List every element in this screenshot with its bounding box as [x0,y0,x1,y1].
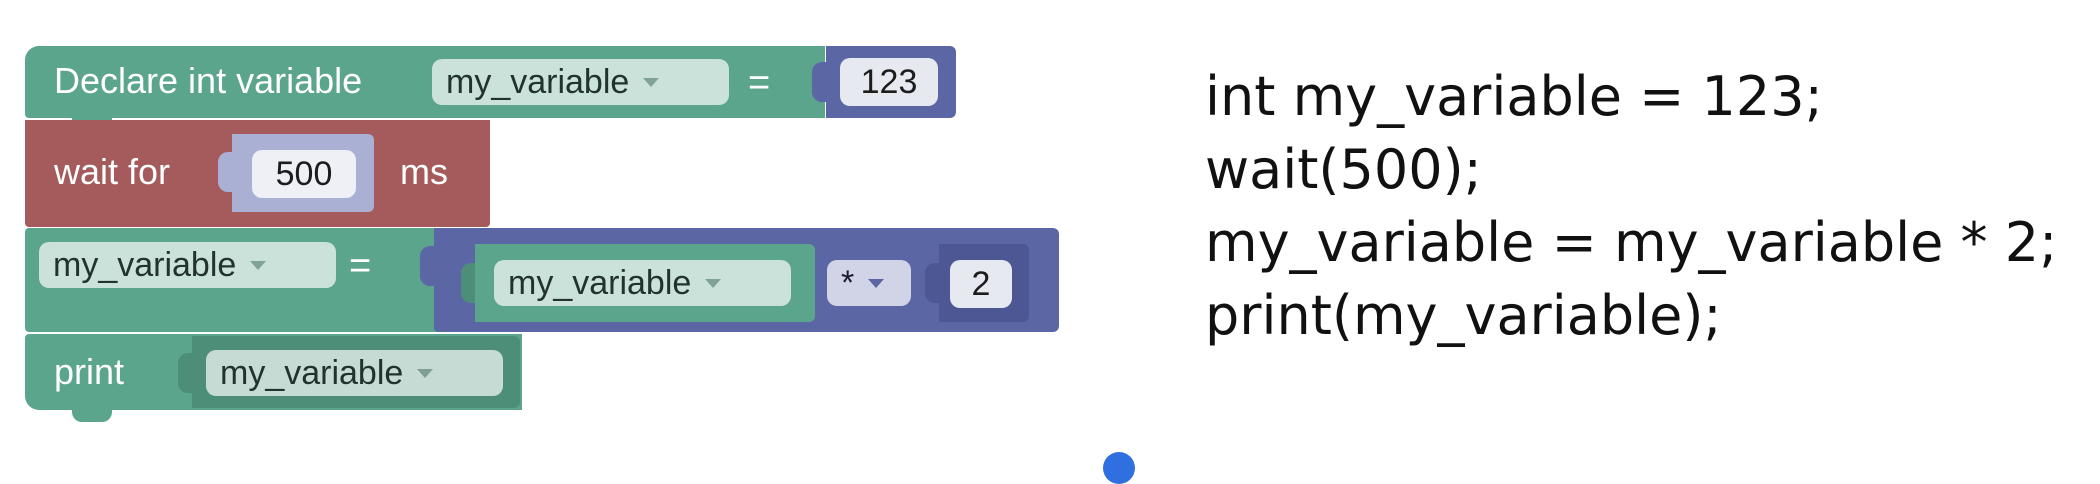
chevron-down-icon [868,279,884,288]
print-block-notch [72,410,112,422]
dropdown-value: my_variable [446,62,630,101]
chevron-down-icon [705,279,721,288]
assign-variable-dropdown[interactable] [39,242,336,288]
assign-equals-sign: = [349,245,372,287]
chevron-down-icon [643,78,659,87]
print-variable-dropdown[interactable] [206,350,503,396]
dropdown-value: * [841,263,855,302]
wait-block-label: wait for [54,151,171,192]
code-line: print(my_variable); [1205,284,1722,347]
number-field-2[interactable]: 2 [950,260,1012,308]
code-line: int my_variable = 123; [1205,65,1823,128]
declare-value-connector [812,62,826,102]
dropdown-value: my_variable [220,353,404,392]
dropdown-value: my_variable [53,245,237,284]
arithmetic-left-connector [461,263,475,303]
declare-variable-dropdown[interactable] [432,59,729,105]
chevron-down-icon [250,261,266,270]
page-indicator-dot[interactable] [1103,452,1135,484]
declare-equals-sign: = [748,62,771,104]
code-line: wait(500); [1205,138,1482,201]
chevron-down-icon [417,369,433,378]
print-value-connector [178,353,192,393]
operator-dropdown[interactable] [827,260,911,306]
wait-value-connector [218,152,232,192]
code-line: my_variable = my_variable * 2; [1205,211,2058,274]
arithmetic-right-connector [925,263,939,303]
assign-value-connector [420,246,434,286]
wait-unit-label: ms [400,151,448,192]
print-block-label: print [54,351,125,392]
declare-block-label: Declare int variable [54,60,363,101]
generated-code-panel [1205,60,2085,352]
left-operand-dropdown[interactable] [494,260,791,306]
number-field-500[interactable]: 500 [252,150,356,198]
number-field-123[interactable]: 123 [840,58,938,106]
dropdown-value: my_variable [508,263,692,302]
